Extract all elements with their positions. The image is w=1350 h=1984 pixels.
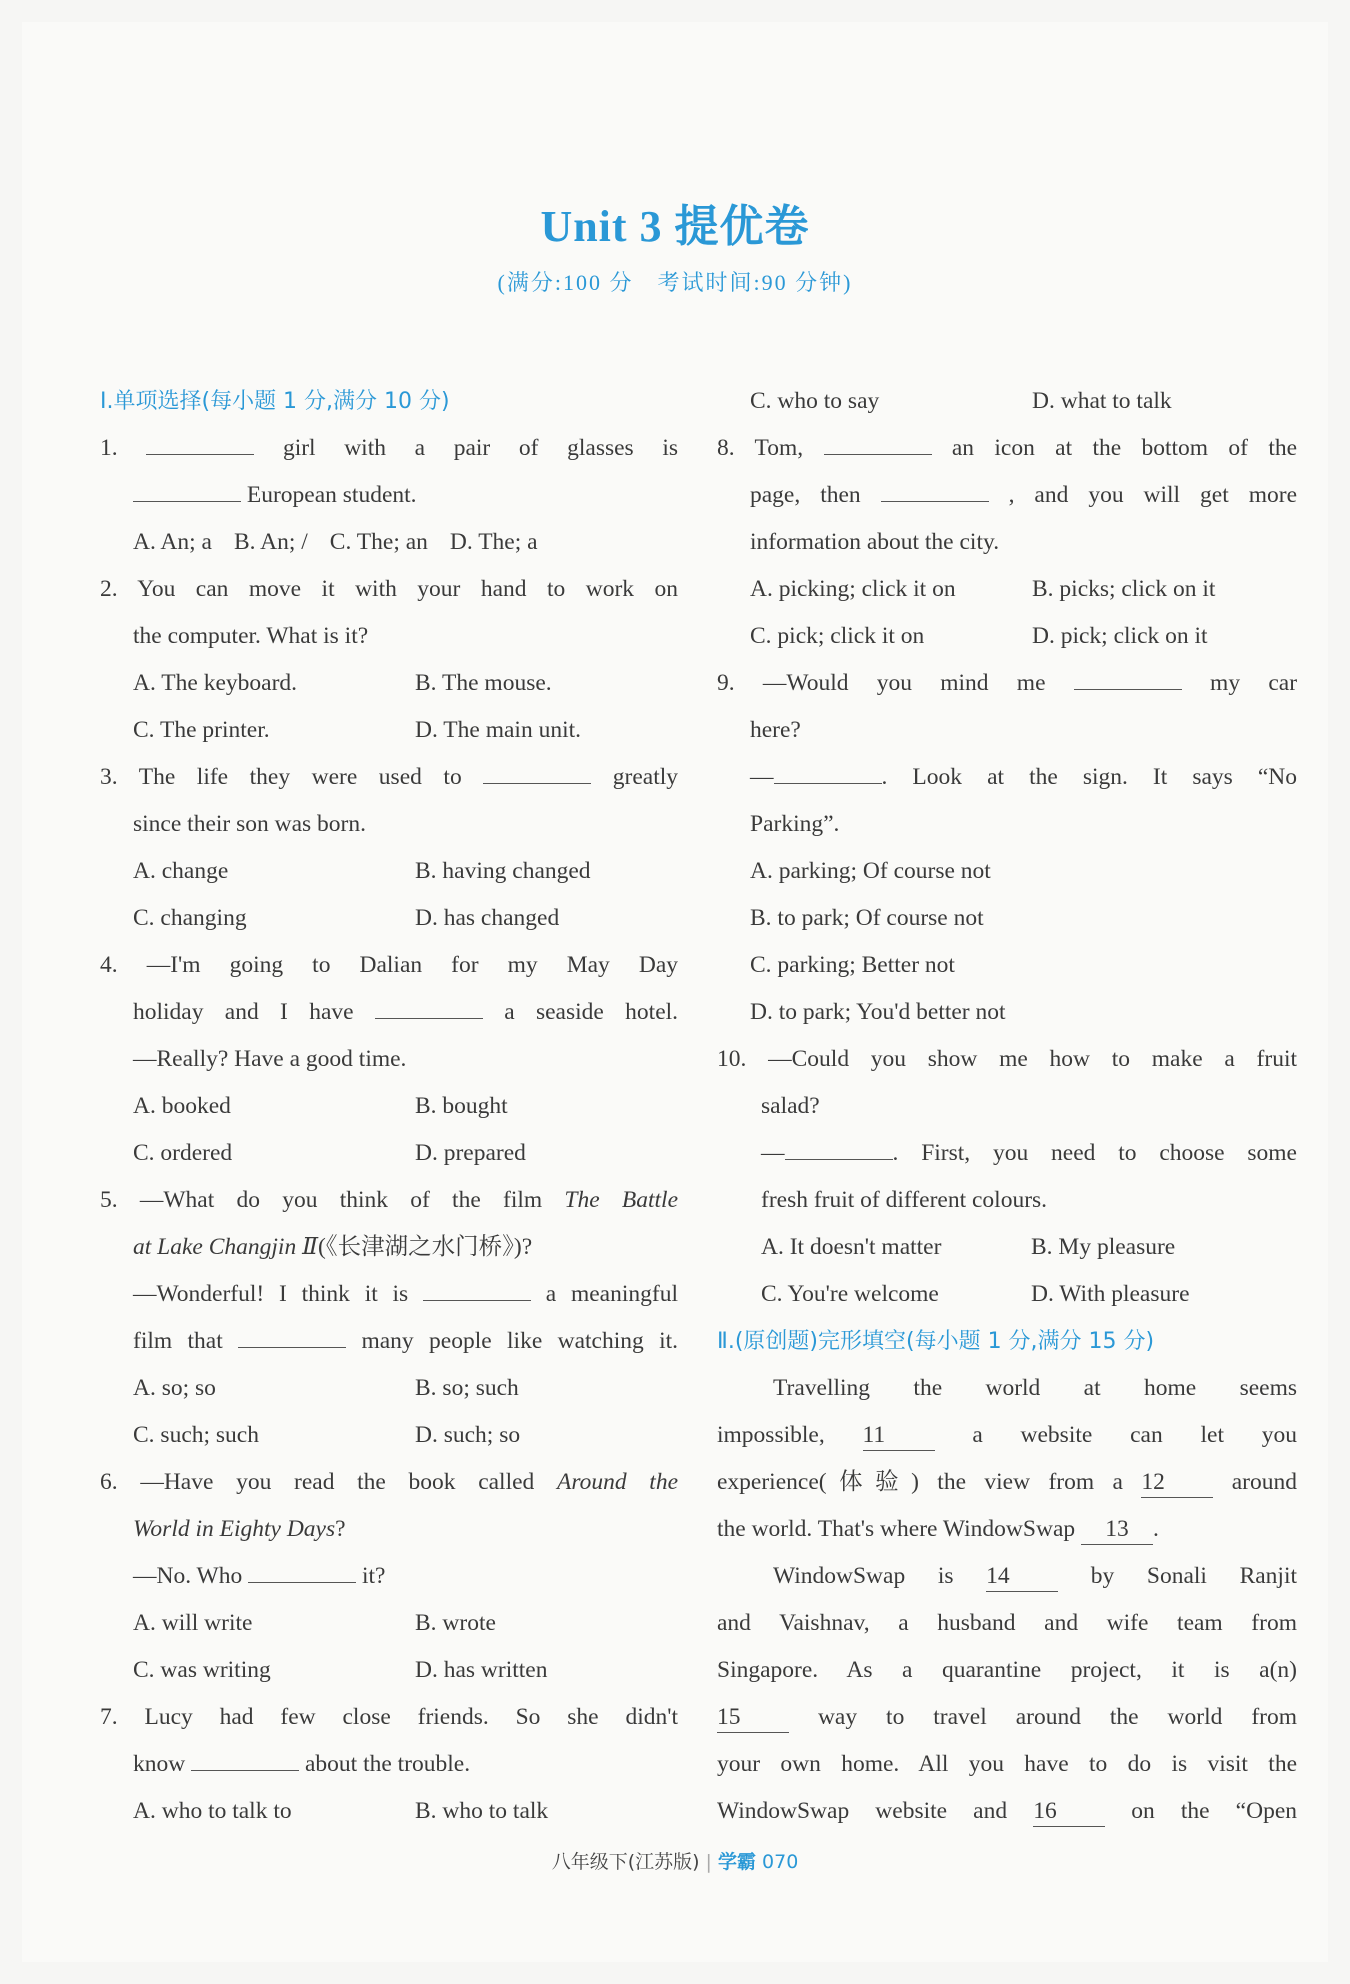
question-10-line-4: fresh fruit of different colours.: [761, 1187, 1048, 1213]
question-text: , and you will get more: [1008, 482, 1297, 508]
question-text: it?: [361, 1563, 386, 1589]
option-d[interactable]: D. The; a: [449, 529, 538, 555]
question-9-option-c[interactable]: C. parking; Better not: [750, 952, 955, 978]
question-9-option-a[interactable]: A. parking; Of course not: [750, 858, 991, 884]
question-text: know: [133, 1751, 186, 1777]
option-b[interactable]: B. picks; click on it: [1032, 576, 1216, 602]
question-number: 8.: [717, 435, 735, 461]
question-2-options-2: [100, 707, 678, 754]
question-8-options-1: [717, 566, 1297, 613]
answer-blank[interactable]: [375, 990, 483, 1019]
question-number: 5.: [100, 1187, 118, 1213]
question-2-options-1: [100, 660, 678, 707]
answer-blank[interactable]: [238, 1319, 346, 1348]
cloze-blank-15[interactable]: 15: [717, 1702, 789, 1733]
question-6-options-2: [100, 1647, 678, 1694]
option-a[interactable]: A. will write: [133, 1610, 253, 1636]
passage-line-7: Singapore. As a quarantine project, it is a(n): [717, 1657, 1297, 1683]
option-b[interactable]: B. The mouse.: [415, 670, 552, 696]
page-subtitle: (满分:100 分 考试时间:90 分钟): [497, 270, 853, 295]
option-c[interactable]: C. such; such: [133, 1422, 259, 1448]
question-7-line-2: [100, 1741, 678, 1788]
option-c[interactable]: C. pick; click it on: [750, 623, 925, 649]
answer-blank[interactable]: [483, 755, 591, 784]
question-9-line-2: here?: [750, 717, 801, 743]
question-text: —Could you show me how to make a fruit: [768, 1046, 1297, 1072]
exam-page: [22, 22, 1328, 1962]
option-c[interactable]: C. You're welcome: [761, 1281, 939, 1307]
question-5-options-2: [100, 1412, 678, 1459]
question-text: greatly: [612, 764, 678, 790]
question-text: a seaside hotel.: [504, 999, 678, 1025]
question-number: 7.: [100, 1704, 118, 1730]
question-text: The life they were used to: [138, 764, 462, 790]
film-title-chinese: (《长津湖之水门桥》)?: [318, 1234, 533, 1260]
page-number: 070: [762, 1851, 799, 1873]
question-3-options-1: [100, 848, 678, 895]
question-8-line-2: [717, 472, 1297, 519]
question-4-options-2: [100, 1130, 678, 1177]
question-10-line-2: salad?: [761, 1093, 820, 1119]
cloze-blank-14[interactable]: 14: [986, 1561, 1058, 1592]
answer-blank[interactable]: [248, 1554, 356, 1583]
question-5-line-4: [100, 1318, 678, 1365]
option-a[interactable]: A. An; a: [133, 529, 212, 555]
question-text: European student.: [246, 482, 417, 508]
passage-text: impossible,: [717, 1422, 825, 1448]
option-b[interactable]: B. bought: [415, 1093, 508, 1119]
question-9-line-1: [717, 660, 1297, 707]
option-b[interactable]: B. My pleasure: [1031, 1234, 1176, 1260]
option-b[interactable]: B. An; /: [233, 529, 308, 555]
option-c[interactable]: C. ordered: [133, 1140, 233, 1166]
answer-blank[interactable]: [146, 426, 254, 455]
option-c[interactable]: C. was writing: [133, 1657, 271, 1683]
question-text: —What do you think of the film: [139, 1187, 543, 1213]
question-text: —Have you read the book called: [140, 1469, 535, 1495]
option-c[interactable]: C. The printer.: [133, 717, 270, 743]
passage-text: on the “Open: [1131, 1798, 1297, 1824]
question-text: —Wonderful! I think it is: [133, 1281, 409, 1307]
option-b[interactable]: B. so; such: [415, 1375, 519, 1401]
passage-line-1: Travelling the world at home seems: [773, 1375, 1297, 1401]
question-text: my car: [1210, 670, 1297, 696]
question-text: Lucy had few close friends. So she didn't: [144, 1704, 678, 1730]
option-b[interactable]: B. wrote: [415, 1610, 496, 1636]
passage-text: .: [1153, 1516, 1159, 1542]
question-text: holiday and I have: [133, 999, 354, 1025]
question-number: 6.: [100, 1469, 118, 1495]
answer-blank[interactable]: [824, 426, 932, 455]
option-d[interactable]: D. what to talk: [1032, 388, 1172, 414]
question-text: page, then: [750, 482, 861, 508]
question-10-options-1: [717, 1224, 1297, 1271]
question-1-line-2: [100, 472, 678, 519]
option-b[interactable]: B. having changed: [415, 858, 591, 884]
book-title: World in Eighty Days: [133, 1516, 336, 1542]
question-text: Tom,: [754, 435, 804, 461]
option-d[interactable]: D. has written: [415, 1657, 548, 1683]
film-title: at Lake Changjin Ⅱ: [133, 1234, 319, 1260]
passage-text: the world. That's where WindowSwap: [717, 1516, 1076, 1542]
answer-blank[interactable]: [423, 1272, 531, 1301]
page-title: Unit 3 提优卷: [540, 202, 810, 251]
answer-blank[interactable]: [881, 473, 989, 502]
answer-blank[interactable]: [1074, 661, 1182, 690]
option-d[interactable]: D. such; so: [415, 1422, 521, 1448]
question-1-options: [100, 519, 678, 566]
passage-text: WindowSwap is: [773, 1563, 954, 1589]
option-a[interactable]: A. picking; click it on: [750, 576, 956, 602]
cloze-blank-12[interactable]: 12: [1141, 1467, 1213, 1498]
question-5-options-1: [100, 1365, 678, 1412]
question-number: 9.: [717, 670, 735, 696]
book-title: Around the: [557, 1469, 678, 1495]
question-9-option-b[interactable]: B. to park; Of course not: [750, 905, 984, 931]
question-3-options-2: [100, 895, 678, 942]
question-5-line-2: [100, 1224, 678, 1271]
option-a[interactable]: A. who to talk to: [133, 1798, 292, 1824]
question-number: 10.: [717, 1046, 747, 1072]
option-a[interactable]: A. booked: [133, 1093, 231, 1119]
footer-brand: 学霸: [717, 1851, 756, 1873]
cloze-blank-16[interactable]: 16: [1033, 1796, 1105, 1827]
answer-blank[interactable]: [774, 755, 882, 784]
passage-text: WindowSwap website and: [717, 1798, 1008, 1824]
question-8-line-3: information about the city.: [750, 529, 1000, 555]
passage-line-5: [717, 1553, 1297, 1600]
question-9-line-3: [717, 754, 1297, 801]
footer-grade: 八年级下(江苏版): [551, 1851, 700, 1873]
question-10-line-3: [717, 1130, 1297, 1177]
answer-blank[interactable]: [785, 1131, 893, 1160]
option-d[interactable]: D. pick; click on it: [1032, 623, 1208, 649]
question-10-line-1: [717, 1036, 1297, 1083]
question-5-line-3: [100, 1271, 678, 1318]
option-b[interactable]: B. who to talk: [415, 1798, 549, 1824]
section-heading-1: Ⅰ.单项选择(每小题 1 分,满分 10 分): [100, 389, 450, 414]
question-10-options-2: [717, 1271, 1297, 1318]
question-4-line-1: [100, 942, 678, 989]
question-text: film that: [133, 1328, 223, 1354]
question-3-line-1: [100, 754, 678, 801]
question-6-line-1: [100, 1459, 678, 1506]
passage-line-2: [717, 1412, 1297, 1459]
question-text: a meaningful: [545, 1281, 678, 1307]
left-column: [100, 378, 678, 1835]
question-number: 1.: [100, 435, 118, 461]
passage-line-3: [717, 1459, 1297, 1506]
option-d[interactable]: D. The main unit.: [415, 717, 582, 743]
question-text: —I'm going to Dalian for my May Day: [146, 952, 678, 978]
film-title: The Battle: [564, 1187, 678, 1213]
passage-text: by Sonali Ranjit: [1090, 1563, 1297, 1589]
question-number: 3.: [100, 764, 118, 790]
question-8-line-1: [717, 425, 1297, 472]
passage-line-8: [717, 1694, 1297, 1741]
question-6-line-2: [100, 1506, 678, 1553]
question-4-options-1: [100, 1083, 678, 1130]
option-a[interactable]: A. change: [133, 858, 229, 884]
option-d[interactable]: D. prepared: [415, 1140, 526, 1166]
question-mark: ?: [335, 1516, 346, 1542]
question-text: —Would you mind me: [762, 670, 1046, 696]
option-a[interactable]: A. so; so: [133, 1375, 216, 1401]
question-9-line-4: Parking”.: [750, 811, 840, 837]
footer-divider: |: [705, 1851, 712, 1873]
question-text: many people like watching it.: [361, 1328, 678, 1354]
question-text: an icon at the bottom of the: [951, 435, 1297, 461]
question-1-line-1: [100, 425, 678, 472]
question-6-line-3: [100, 1553, 678, 1600]
cloze-blank-13[interactable]: 13: [1081, 1514, 1153, 1545]
question-7-line-1: [100, 1694, 678, 1741]
passage-line-6: and Vaishnav, a husband and wife team from: [717, 1610, 1297, 1636]
answer-blank[interactable]: [191, 1742, 299, 1771]
passage-line-10: [717, 1788, 1297, 1835]
question-text: . Look at the sign. It says “No: [881, 764, 1297, 790]
question-number: 2.: [100, 576, 118, 602]
section-heading-2: Ⅱ.(原创题)完形填空(每小题 1 分,满分 15 分): [717, 1329, 1155, 1354]
question-4-line-3: —Really? Have a good time.: [133, 1046, 407, 1072]
question-text: girl with a pair of glasses is: [282, 435, 678, 461]
passage-text: around: [1231, 1469, 1297, 1495]
question-5-line-1: [100, 1177, 678, 1224]
question-2-line-1: [100, 566, 678, 613]
passage-line-9: your own home. All you have to do is visit the: [717, 1751, 1297, 1777]
question-3-line-2: since their son was born.: [133, 811, 366, 837]
cloze-blank-11[interactable]: 11: [863, 1420, 935, 1451]
option-d[interactable]: D. With pleasure: [1031, 1281, 1190, 1307]
question-9-option-d[interactable]: D. to park; You'd better not: [750, 999, 1006, 1025]
question-text: . First, you need to choose some: [892, 1140, 1297, 1166]
question-7-options-1: [100, 1788, 678, 1835]
passage-line-4: [717, 1506, 1297, 1553]
question-text: —: [761, 1140, 785, 1166]
passage-text: experience(体验) the view from a: [717, 1469, 1123, 1495]
option-c[interactable]: C. changing: [133, 905, 247, 931]
passage-text: way to travel around the world from: [817, 1704, 1297, 1730]
question-7-options-2: [717, 378, 1297, 425]
option-c[interactable]: C. The; an: [329, 529, 428, 555]
option-a[interactable]: A. It doesn't matter: [761, 1234, 942, 1260]
question-text: —: [750, 764, 774, 790]
right-column: [717, 378, 1297, 1835]
passage-text: a website can let you: [972, 1422, 1297, 1448]
question-text: —No. Who: [133, 1563, 243, 1589]
answer-blank[interactable]: [133, 473, 241, 502]
question-text: about the trouble.: [304, 1751, 471, 1777]
question-text: You can move it with your hand to work on: [137, 576, 678, 602]
question-6-options-1: [100, 1600, 678, 1647]
option-c[interactable]: C. who to say: [750, 388, 880, 414]
question-2-line-2: the computer. What is it?: [133, 623, 369, 649]
question-4-line-2: [100, 989, 678, 1036]
question-number: 4.: [100, 952, 118, 978]
option-d[interactable]: D. has changed: [415, 905, 560, 931]
option-a[interactable]: A. The keyboard.: [133, 670, 298, 696]
question-8-options-2: [717, 613, 1297, 660]
page-footer: [22, 1847, 1328, 1874]
